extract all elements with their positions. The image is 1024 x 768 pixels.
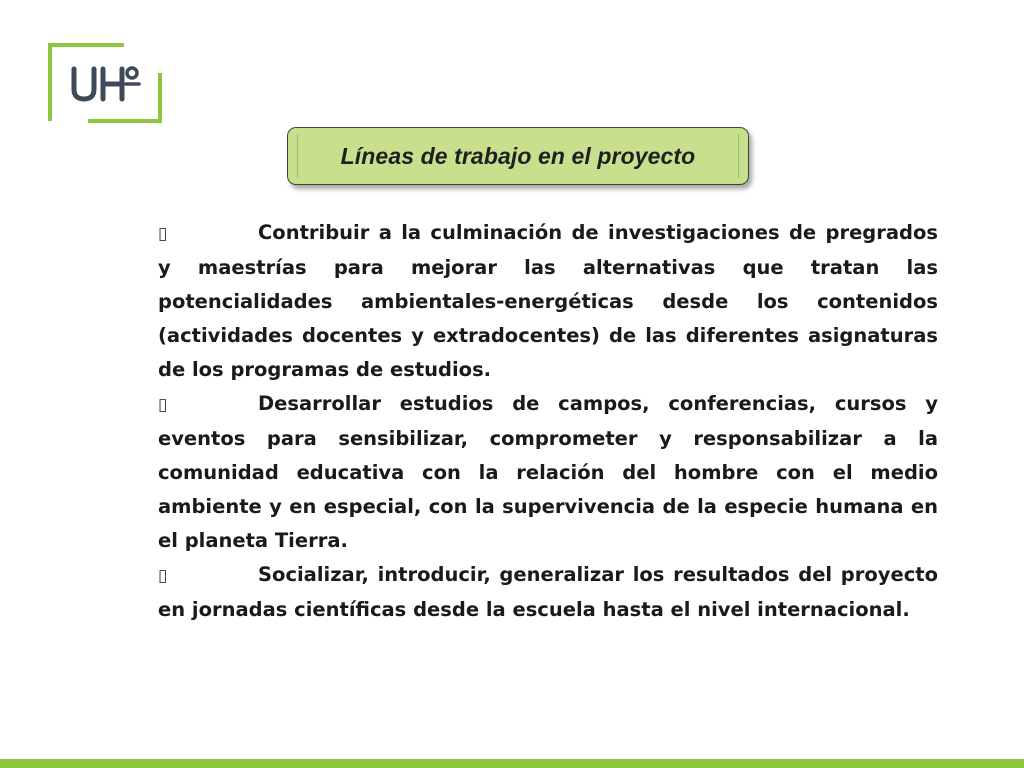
list-item-text: Desarrollar estudios de campos, conferencias, cursos y eventos para sensibilizar, comprometer y responsabilizar a la comunidad educativa con la relación del hombre con el medio ambiente y en especial, con la supervivencia de la especie humana en el planeta Tierra. [158,392,938,552]
bottom-accent-bar [0,759,1024,768]
logo-text: UH [48,43,50,44]
list-item-text: Contribuir a la culminación de investigaciones de pregrados y maestrías para mejorar las alternativas que tratan las potencialidades ambientales-energéticas desde los contenidos (actividades docentes y extradocentes) de las diferentes asignaturas de los programas de estudios. [158,221,938,381]
university-logo [48,43,162,123]
list-item [158,216,938,387]
bullet-list [158,216,938,627]
list-item [158,558,938,627]
slide-title: Líneas de trabajo en el proyecto [340,142,696,169]
title-banner [287,127,749,185]
uh-logo-icon [48,43,162,123]
list-item-text: Socializar, introducir, generalizar los resultados del proyecto en jornadas científicas desde la escuela hasta el nivel internacional. [158,563,938,621]
bullet-icon: ▯ [158,395,168,415]
list-item [158,387,938,558]
bullet-icon: ▯ [158,224,168,244]
bullet-icon: ▯ [158,566,168,586]
